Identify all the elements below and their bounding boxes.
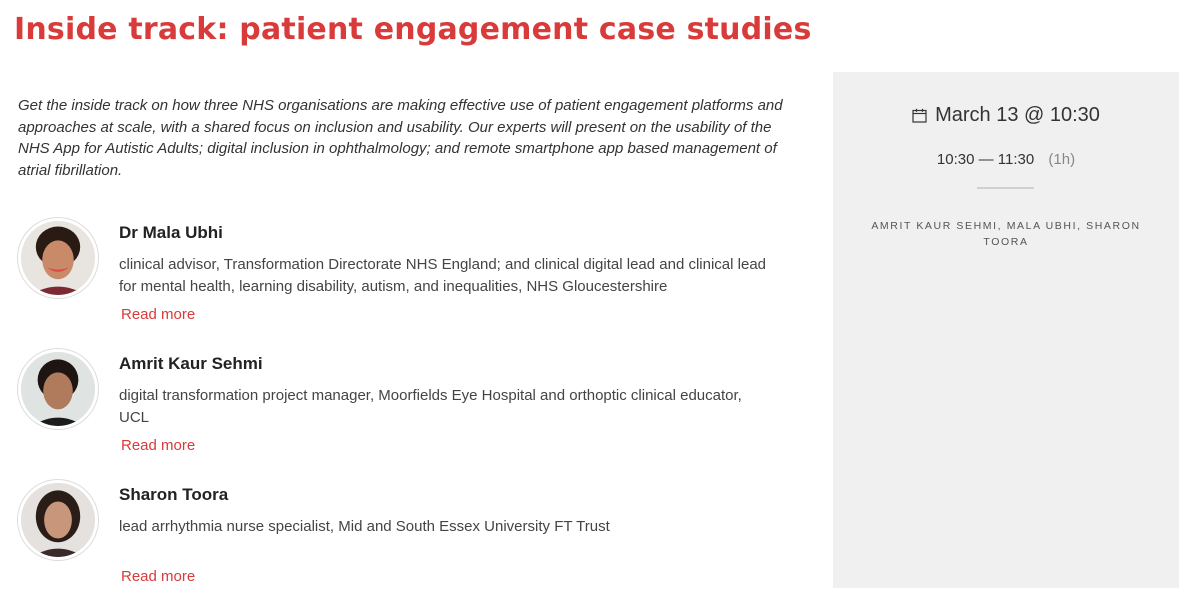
- event-date-text: March 13 @ 10:30: [935, 104, 1100, 126]
- speaker-card: [18, 218, 798, 349]
- event-details-sidebar: [833, 72, 1179, 588]
- speaker-name: Amrit Kaur Sehmi: [119, 354, 263, 373]
- speaker-card: [18, 480, 798, 598]
- event-date: [833, 104, 1179, 127]
- event-duration: (1h): [1048, 151, 1076, 168]
- person-photo-icon: [21, 352, 95, 426]
- read-more-link[interactable]: Read more: [121, 437, 196, 454]
- speaker-avatar: [18, 480, 98, 560]
- event-intro: Get the inside track on how three NHS organisations are making effective use of patient engagement platforms and approaches at scale, with a shared focus on inclusion and usability. Our experts will present on the usability of the NHS App for Autistic Adults; digital inclusion in ophthalmology; and remote smartphone app based management of atrial fibrillation.: [18, 97, 783, 179]
- page-title: Inside track: patient engagement case studies: [14, 12, 812, 47]
- event-time: [833, 151, 1179, 168]
- speaker-role: lead arrhythmia nurse specialist, Mid and South Essex University FT Trust: [119, 518, 610, 535]
- event-time-range: 10:30 — 11:30: [936, 151, 1035, 168]
- read-more-link[interactable]: Read more: [121, 306, 196, 323]
- speaker-avatar: [18, 218, 98, 298]
- calendar-icon: [912, 108, 927, 123]
- speaker-name: Dr Mala Ubhi: [119, 223, 223, 242]
- sidebar-speaker-list: AMRIT KAUR SEHMI, MALA UBHI, SHARON TOORA: [871, 220, 1141, 248]
- person-photo-icon: [21, 483, 95, 557]
- read-more-link[interactable]: Read more: [121, 568, 196, 585]
- speaker-list: [18, 218, 798, 598]
- speaker-role: digital transformation project manager, Moorfields Eye Hospital and orthoptic clinical educator, UCL: [119, 387, 742, 426]
- speaker-name: Sharon Toora: [119, 485, 229, 504]
- sidebar-divider: [977, 187, 1034, 189]
- speaker-avatar: [18, 349, 98, 429]
- person-photo-icon: [21, 221, 95, 295]
- speaker-role: clinical advisor, Transformation Directorate NHS England; and clinical digital lead and clinical lead for mental health, learning disability, autism, and inequalities, NHS Gloucestershire: [119, 256, 766, 295]
- speaker-card: [18, 349, 798, 480]
